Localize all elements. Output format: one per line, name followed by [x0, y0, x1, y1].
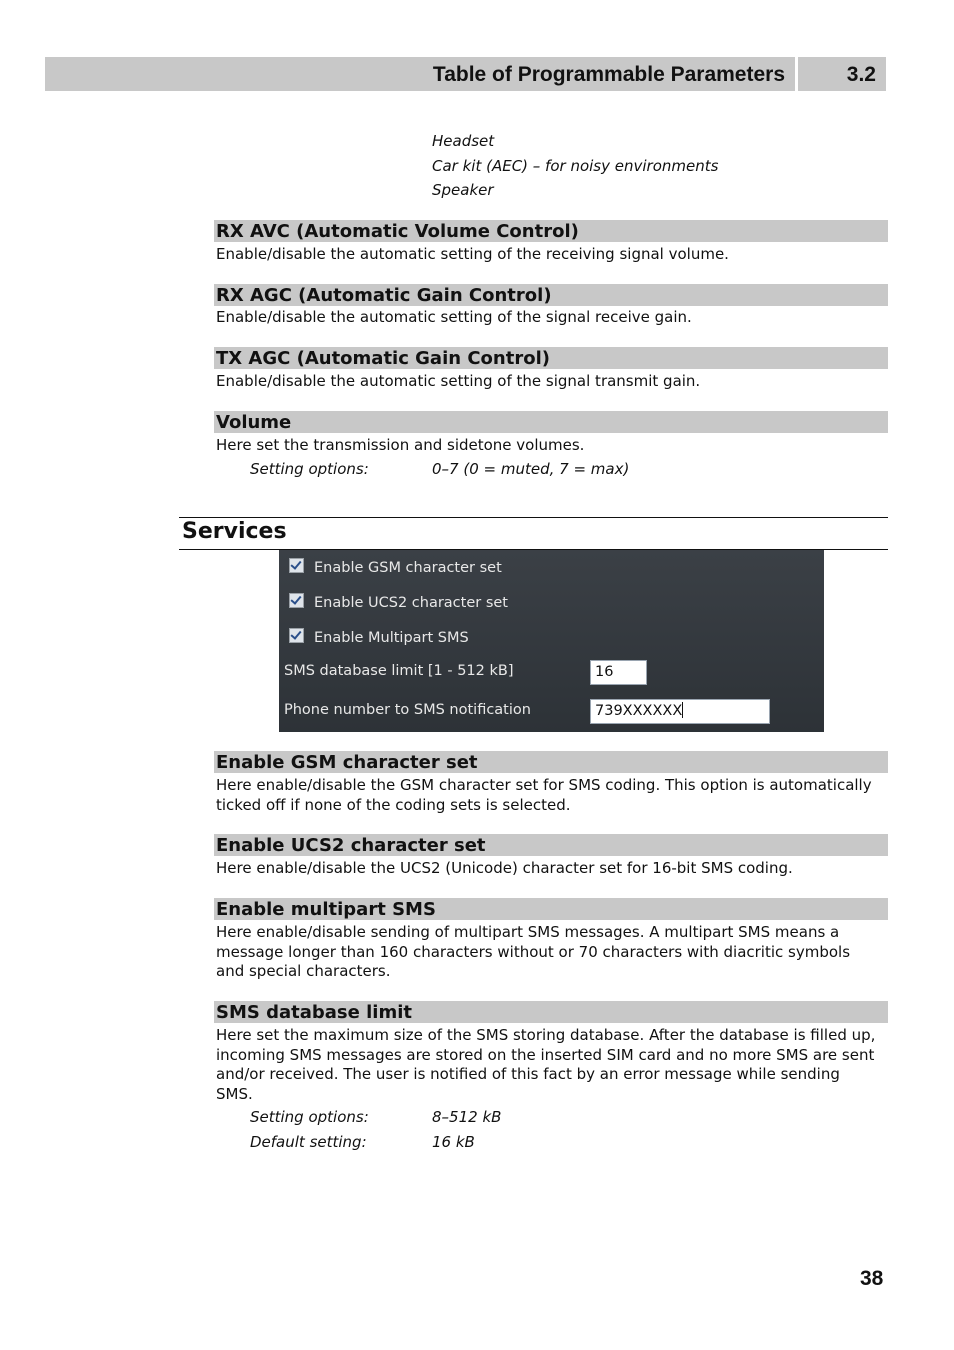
section-text-gsm: Here enable/disable the GSM character set for SMS coding. This option is automatically ticked off if none of the coding sets is selected. [216, 776, 872, 814]
db-limit-label: SMS database limit [1 - 512 kB] [284, 663, 514, 679]
section-text-rx-agc: Enable/disable the automatic setting of the signal receive gain. [216, 308, 692, 326]
text-caret [682, 702, 683, 718]
page-title: Table of Programmable Parameters [432, 63, 785, 86]
section-heading-db-limit: SMS database limit [214, 1001, 888, 1023]
checkbox-row-ucs2[interactable] [289, 593, 508, 613]
section-heading-ucs2: Enable UCS2 character set [214, 834, 888, 856]
db-limit-input[interactable]: 16 [590, 660, 647, 685]
section-text-multipart: Here enable/disable sending of multipart SMS messages. A multipart SMS means a message longer than 160 characters without or 70 characters with diacritic symbols and special characters. [216, 923, 851, 981]
phone-input-value: 739XXXXXX [595, 703, 683, 719]
db-setting-options-value: 8–512 kB [432, 1108, 502, 1126]
services-rule-top [179, 517, 888, 518]
section-text-tx-agc: Enable/disable the automatic setting of the signal transmit gain. [216, 372, 701, 390]
section-heading-multipart: Enable multipart SMS [214, 898, 888, 920]
section-text-volume: Here set the transmission and sidetone volumes. [216, 436, 585, 454]
section-number: 3.2 [846, 63, 876, 86]
checkbox-row-multipart[interactable] [289, 628, 469, 648]
db-default-value: 16 kB [432, 1133, 475, 1151]
phone-label: Phone number to SMS notification [284, 702, 531, 718]
checkbox-label-gsm: Enable GSM character set [314, 560, 502, 576]
services-settings-panel [279, 550, 824, 732]
section-text-ucs2: Here enable/disable the UCS2 (Unicode) character set for 16-bit SMS coding. [216, 859, 793, 877]
services-title: Services [182, 519, 287, 544]
checkbox-multipart[interactable] [289, 628, 304, 643]
section-heading-volume: Volume [214, 411, 888, 433]
header-bar [45, 57, 795, 91]
section-heading-rx-avc: RX AVC (Automatic Volume Control) [214, 220, 888, 242]
db-default-label: Default setting: [250, 1133, 367, 1151]
checkbox-row-gsm[interactable] [289, 558, 502, 578]
section-text-rx-avc: Enable/disable the automatic setting of the receiving signal volume. [216, 245, 729, 263]
volume-setting-value: 0–7 (0 = muted, 7 = max) [432, 460, 630, 478]
section-number-box [798, 57, 886, 91]
mode-option-car-kit: Car kit (AEC) – for noisy environments [432, 157, 719, 175]
volume-setting-label: Setting options: [250, 460, 369, 478]
section-heading-tx-agc: TX AGC (Automatic Gain Control) [214, 347, 888, 369]
checkbox-label-ucs2: Enable UCS2 character set [314, 595, 508, 611]
page-number: 38 [860, 1267, 884, 1290]
section-text-db-limit: Here set the maximum size of the SMS storing database. After the database is filled up, incoming SMS messages are stored on the inserted SIM card and no more SMS are sent and/or received. The user is notified of this fact by an error message while sending SMS. [216, 1026, 876, 1103]
mode-option-speaker: Speaker [432, 181, 494, 199]
section-heading-rx-agc: RX AGC (Automatic Gain Control) [214, 284, 888, 306]
phone-input[interactable] [590, 699, 770, 724]
db-setting-options-label: Setting options: [250, 1108, 369, 1126]
checkbox-ucs2[interactable] [289, 593, 304, 608]
section-heading-gsm: Enable GSM character set [214, 751, 888, 773]
mode-option-headset: Headset [432, 132, 495, 150]
checkbox-gsm[interactable] [289, 558, 304, 573]
checkbox-label-multipart: Enable Multipart SMS [314, 630, 469, 646]
